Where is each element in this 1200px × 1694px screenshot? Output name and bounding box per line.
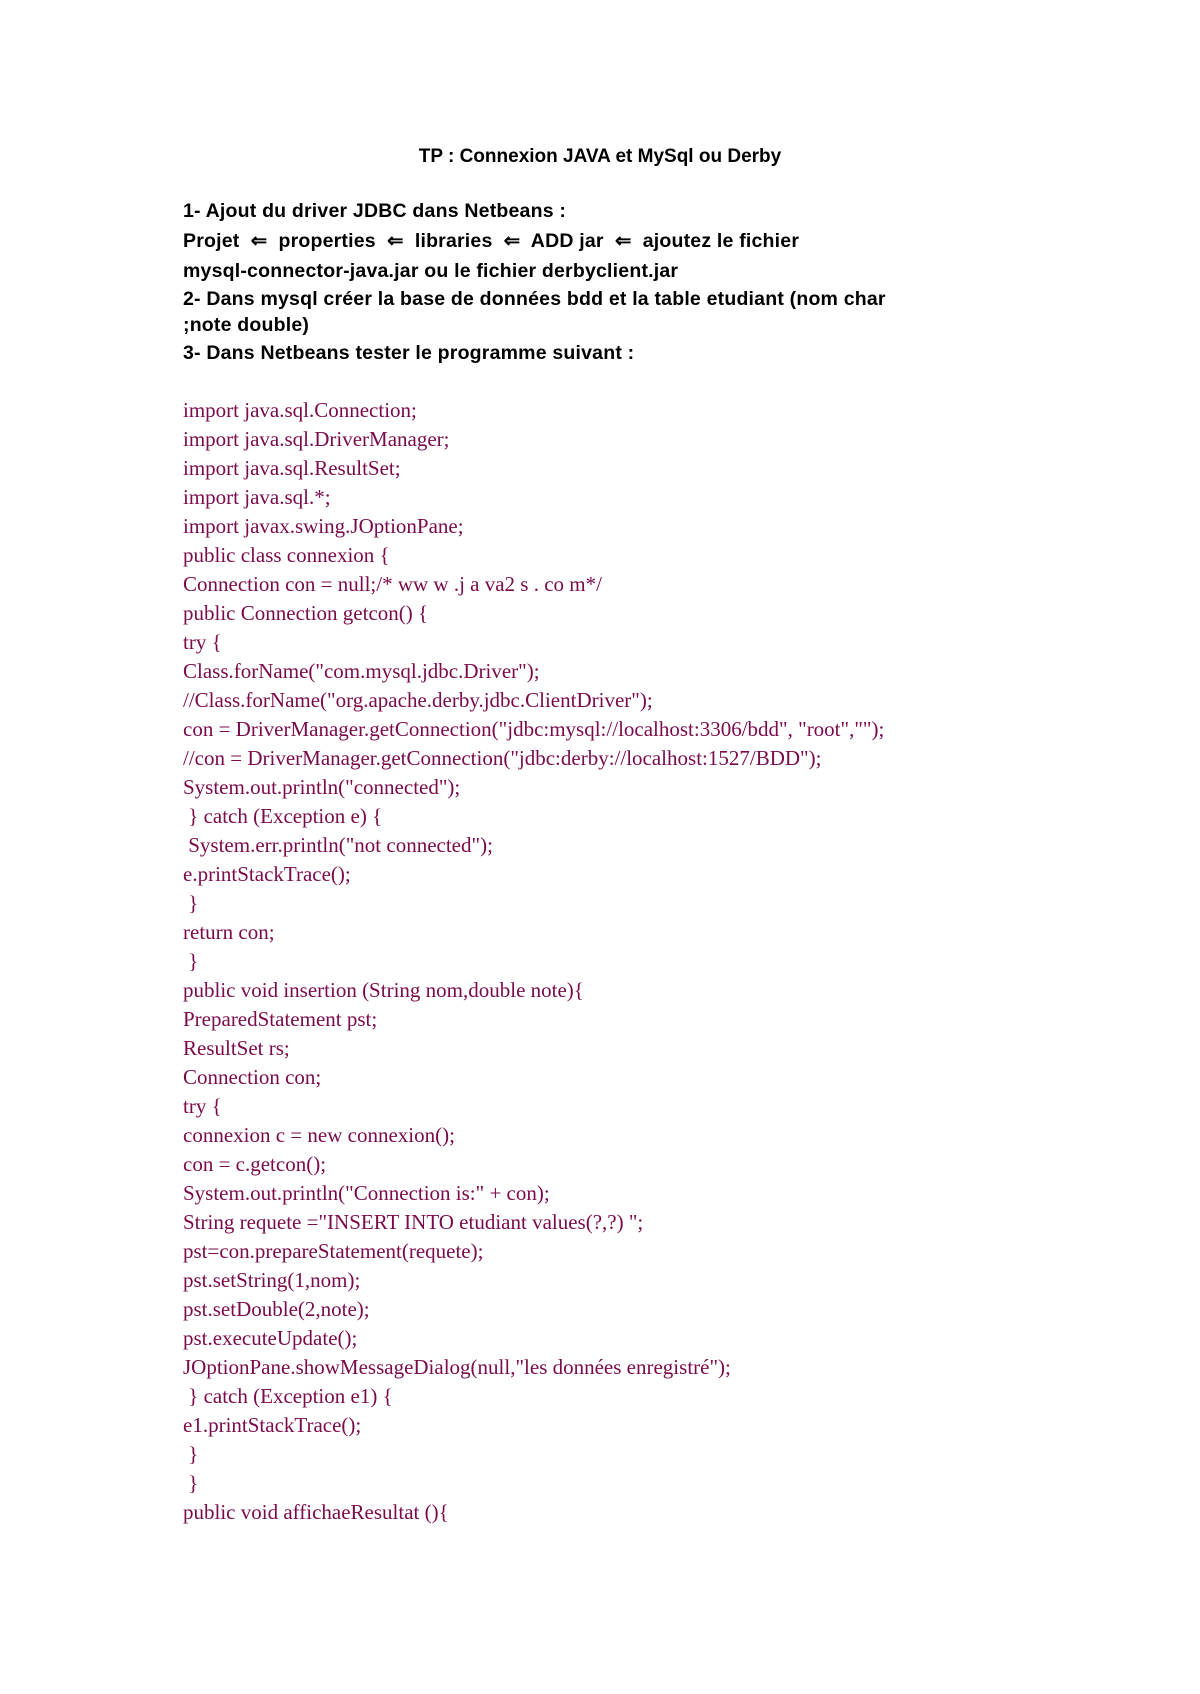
code-line: } xyxy=(183,949,199,973)
code-line: //con = DriverManager.getConnection("jdbc:derby://localhost:1527/BDD"); xyxy=(183,746,822,770)
code-line: import java.sql.ResultSet; xyxy=(183,456,401,480)
code-line: con = DriverManager.getConnection("jdbc:mysql://localhost:3306/bdd", "root",""); xyxy=(183,717,885,741)
code-line: import java.sql.DriverManager; xyxy=(183,427,450,451)
code-listing xyxy=(183,396,1083,1527)
code-line: } xyxy=(183,1442,199,1466)
code-line: import java.sql.Connection; xyxy=(183,398,417,422)
step-1-heading: 1- Ajout du driver JDBC dans Netbeans : xyxy=(183,200,567,222)
code-line: public void insertion (String nom,double note){ xyxy=(183,978,584,1002)
code-line: JOptionPane.showMessageDialog(null,"les données enregistré"); xyxy=(183,1355,731,1379)
code-line: System.out.println("connected"); xyxy=(183,775,461,799)
code-line: import java.sql.*; xyxy=(183,485,331,509)
document-title: TP : Connexion JAVA et MySql ou Derby xyxy=(418,146,782,167)
code-line: try { xyxy=(183,630,222,654)
code-line: System.out.println("Connection is:" + con); xyxy=(183,1181,550,1205)
code-line: PreparedStatement pst; xyxy=(183,1007,378,1031)
code-line: //Class.forName("org.apache.derby.jdbc.ClientDriver"); xyxy=(183,688,653,712)
code-line: Class.forName("com.mysql.jdbc.Driver"); xyxy=(183,659,540,683)
code-line: public Connection getcon() { xyxy=(183,601,429,625)
code-line: import javax.swing.JOptionPane; xyxy=(183,514,464,538)
code-line: pst.executeUpdate(); xyxy=(183,1326,358,1350)
code-line: try { xyxy=(183,1094,222,1118)
code-line: System.err.println("not connected"); xyxy=(183,833,493,857)
code-line: public class connexion { xyxy=(183,543,390,567)
code-line: e1.printStackTrace(); xyxy=(183,1413,362,1437)
step-1-path: Projet ⇐ properties ⇐ libraries ⇐ ADD jar ⇐ ajoutez le fichier xyxy=(183,230,800,252)
code-line: public void affichaeResultat (){ xyxy=(183,1500,449,1524)
code-line: connexion c = new connexion(); xyxy=(183,1123,455,1147)
instructions-block xyxy=(183,196,1023,368)
code-line: ResultSet rs; xyxy=(183,1036,290,1060)
code-line: } catch (Exception e) { xyxy=(183,804,383,828)
code-line: Connection con = null;/* ww w .j a va2 s . co m*/ xyxy=(183,572,602,596)
code-line: } catch (Exception e1) { xyxy=(183,1384,393,1408)
code-line: } xyxy=(183,1471,199,1495)
code-line: Connection con; xyxy=(183,1065,322,1089)
code-line: pst.setString(1,nom); xyxy=(183,1268,361,1292)
step-2-continuation: ;note double) xyxy=(183,314,310,336)
step-3-heading: 3- Dans Netbeans tester le programme suivant : xyxy=(183,342,635,364)
code-line: e.printStackTrace(); xyxy=(183,862,351,886)
code-line: } xyxy=(183,891,199,915)
step-2-heading: 2- Dans mysql créer la base de données bdd et la table etudiant (nom char xyxy=(183,288,886,310)
code-line: String requete ="INSERT INTO etudiant values(?,?) "; xyxy=(183,1210,644,1234)
code-line: con = c.getcon(); xyxy=(183,1152,327,1176)
code-line: return con; xyxy=(183,920,275,944)
code-line: pst.setDouble(2,note); xyxy=(183,1297,370,1321)
code-line: pst=con.prepareStatement(requete); xyxy=(183,1239,484,1263)
step-1-files: mysql-connector-java.jar ou le fichier derbyclient.jar xyxy=(183,260,679,282)
